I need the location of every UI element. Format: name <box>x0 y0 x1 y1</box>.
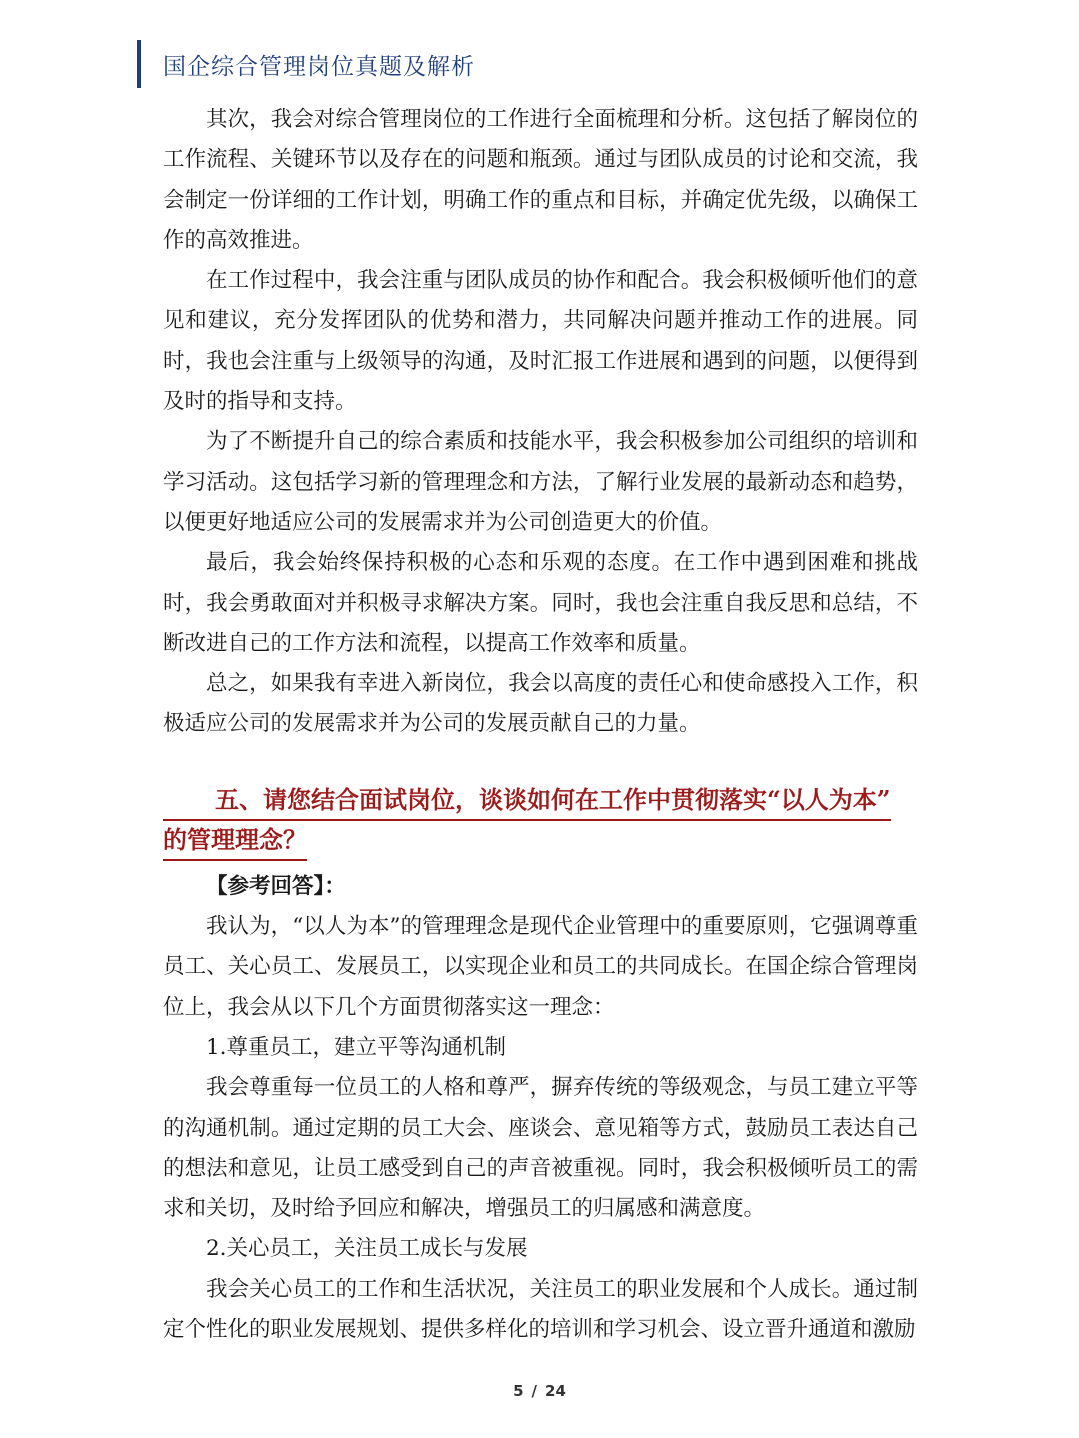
paragraph: 最后，我会始终保持积极的心态和乐观的态度。在工作中遇到困难和挑战时，我会勇敢面对并积极寻求解决方案。同时，我也会注重自我反思和总结，不断改进自己的工作方法和流程，以提高工作效率和质量。 <box>163 550 918 656</box>
page-separator: / <box>531 1382 538 1400</box>
document-title: 国企综合管理岗位真题及解析 <box>163 53 475 80</box>
point-body: 我会关心员工的工作和生活状况，关注员工的职业发展和个人成长。通过制定个性化的职业发展规划、提供多样化的培训和学习机会、设立晋升通道和激励 <box>163 1276 918 1343</box>
point-body: 我会尊重每一位员工的人格和尊严，摒弃传统的等级观念，与员工建立平等的沟通机制。通过定期的员工大会、座谈会、意见箱等方式，鼓励员工表达自己的想法和意见，让员工感受到自己的声音被重视。同时，我会积极倾听员工的需求和关切，及时给予回应和解决，增强员工的归属感和满意度。 <box>163 1075 918 1222</box>
point-title: 1.尊重员工，建立平等沟通机制 <box>206 1034 507 1060</box>
point-title: 2.关心员工，关注员工成长与发展 <box>206 1236 528 1262</box>
answer-intro: 我认为，“以人为本”的管理理念是现代企业管理中的重要原则，它强调尊重员工、关心员工、发展员工，以实现企业和员工的共同成长。在国企综合管理岗位上，我会从以下几个方面贯彻落实这一理念： <box>163 914 918 1020</box>
paragraph: 为了不断提升自己的综合素质和技能水平，我会积极参加公司组织的培训和学习活动。这包括学习新的管理理念和方法，了解行业发展的最新动态和趋势，以便更好地适应公司的发展需求并为公司创造更大的价值。 <box>163 429 918 535</box>
total-pages: 24 <box>545 1382 566 1400</box>
paragraph: 总之，如果我有幸进入新岗位，我会以高度的责任心和使命感投入工作，积极适应公司的发展需求并为公司的发展贡献自己的力量。 <box>163 671 918 737</box>
page-header <box>137 40 475 88</box>
reference-answer-label: 【参考回答】： <box>206 873 346 899</box>
document-body <box>163 100 918 1350</box>
page-number <box>0 1382 1079 1400</box>
section-heading-line1: 五、请您结合面试岗位，谈谈如何在工作中贯彻落实“以人为本” <box>163 781 891 821</box>
paragraph: 在工作过程中，我会注重与团队成员的协作和配合。我会积极倾听他们的意见和建议，充分发挥团队的优势和潜力，共同解决问题并推动工作的进展。同时，我也会注重与上级领导的沟通，及时汇报工作进展和遇到的问题，以便得到及时的指导和支持。 <box>163 268 918 415</box>
section-heading <box>163 781 918 861</box>
paragraph: 其次，我会对综合管理岗位的工作进行全面梳理和分析。这包括了解岗位的工作流程、关键环节以及存在的问题和瓶颈。通过与团队成员的讨论和交流，我会制定一份详细的工作计划，明确工作的重点和目标，并确定优先级，以确保工作的高效推进。 <box>163 107 918 253</box>
section-heading-line2: 的管理理念？ <box>163 821 307 861</box>
current-page: 5 <box>513 1382 524 1400</box>
